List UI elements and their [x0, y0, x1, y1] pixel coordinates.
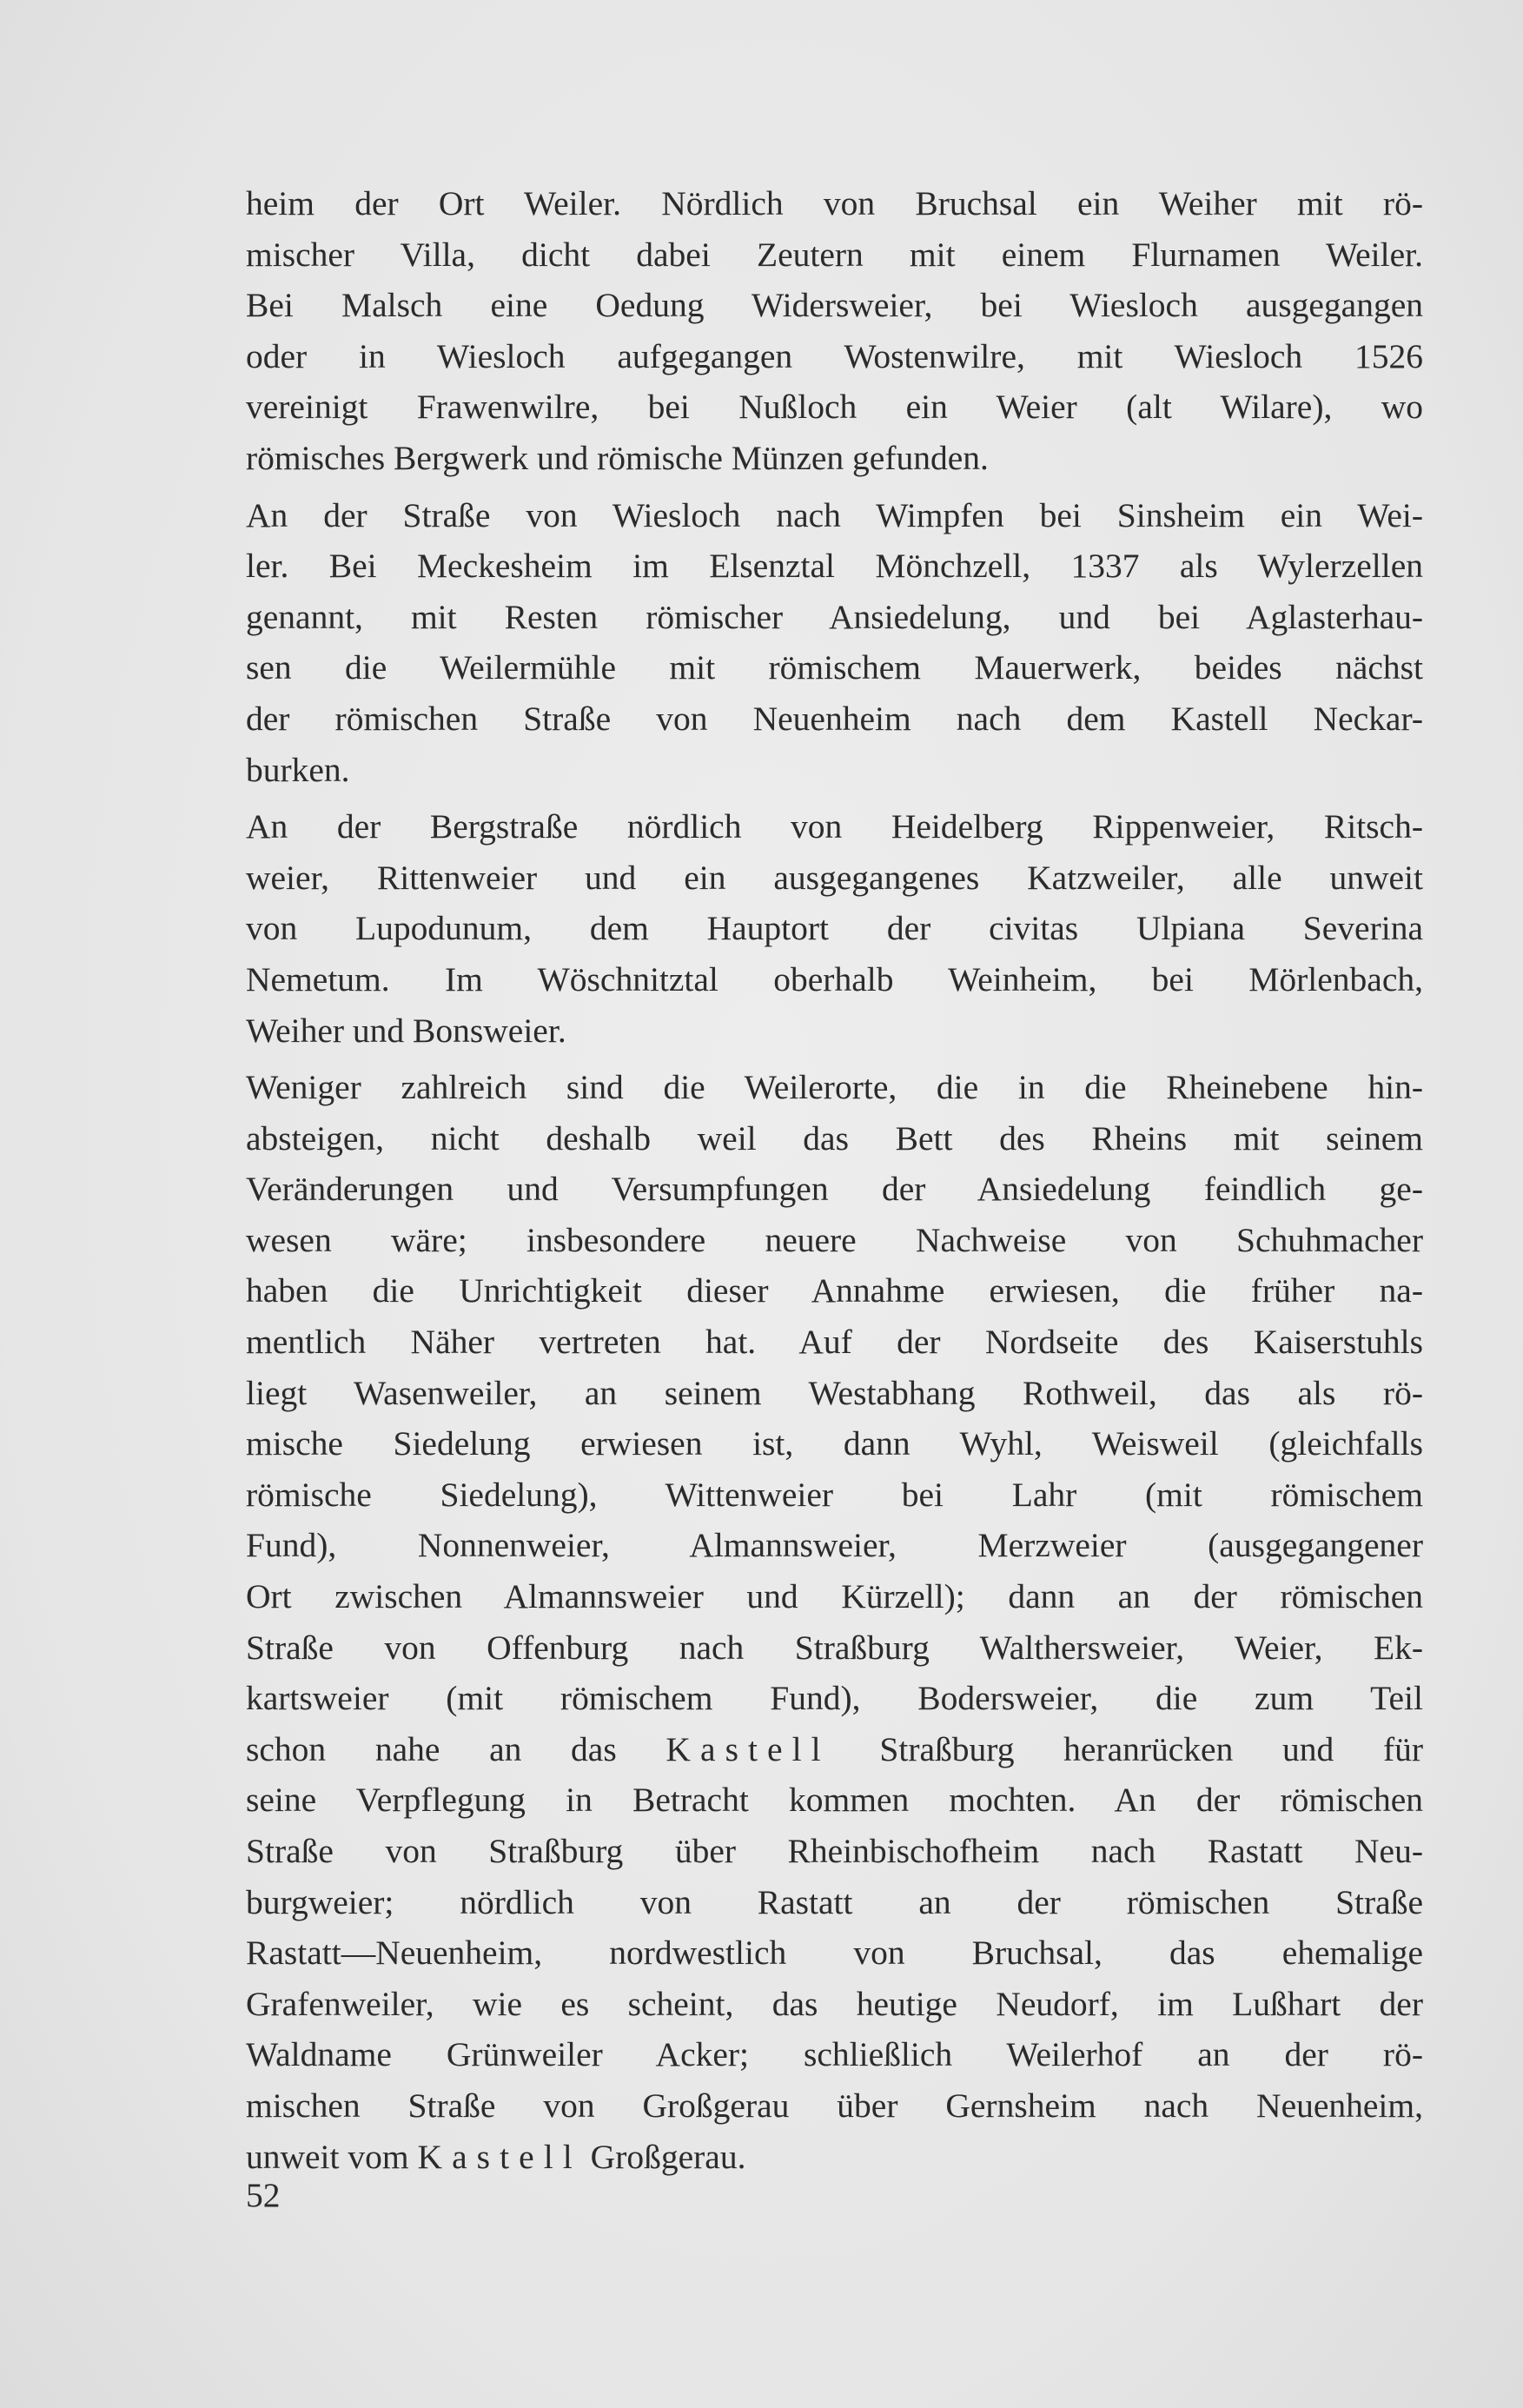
text-line: Weniger zahlreich sind die Weilerorte, die in die Rheinebene hin- — [246, 1068, 1423, 1107]
spaced-emphasis: Kastell — [665, 1729, 831, 1768]
text-line: absteigen, nicht deshalb weil das Bett des Rheins mit seinem — [246, 1118, 1423, 1158]
text-line: Straße von Straßburg über Rheinbischofheim nach Rastatt Neu- — [246, 1832, 1423, 1870]
text-line: liegt Wasenweiler, an seinem Westabhang Rothweil, das als rö- — [246, 1373, 1423, 1412]
text-line: Straße von Offenburg nach Straßburg Walthersweier, Weier, Ek- — [246, 1628, 1423, 1667]
text-line: schon nahe an das Kastell Straßburg heranrücken und für — [246, 1729, 1423, 1768]
spaced-emphasis: Kastell — [417, 2137, 582, 2176]
text-line: seine Verpflegung in Betracht kommen mochten. An der römischen — [246, 1781, 1423, 1820]
text-line: oder in Wiesloch aufgegangen Wostenwilre, mit Wiesloch 1526 — [246, 336, 1423, 375]
text-line: römisches Bergwerk und römische Münzen gefunden. — [246, 438, 989, 477]
text-line: von Lupodunum, dem Hauptort der civitas Ulpiana Severina — [246, 909, 1423, 948]
paragraph — [246, 801, 1423, 1056]
text-line: römische Siedelung), Wittenweier bei Lahr (mit römischem — [246, 1475, 1423, 1514]
paragraph-gap — [246, 484, 1423, 490]
text-line: vereinigt Frawenwilre, bei Nußloch ein Weier (alt Wilare), wo — [246, 388, 1423, 427]
text-line: haben die Unrichtigkeit dieser Annahme erwiesen, die früher na- — [246, 1271, 1423, 1310]
text-line: heim der Ort Weiler. Nördlich von Bruchsal ein Weiher mit rö- — [246, 184, 1423, 222]
text-line: wesen wäre; insbesondere neuere Nachweise von Schuhmacher — [246, 1220, 1423, 1259]
text-line: ler. Bei Meckesheim im Elsenztal Mönchzell, 1337 als Wylerzellen — [246, 547, 1423, 586]
text-line: Veränderungen und Versumpfungen der Ansiedelung feindlich ge- — [246, 1170, 1423, 1209]
text-line: Weiher und Bonsweier. — [246, 1011, 566, 1050]
text-line: Waldname Grünweiler Acker; schließlich Weilerhof an der rö- — [246, 2035, 1423, 2074]
text-line: unweit vom Kastell Großgerau. — [246, 2137, 746, 2176]
paragraph — [246, 490, 1423, 796]
text-line: Bei Malsch eine Oedung Widersweier, bei Wiesloch ausgegangen — [246, 286, 1423, 325]
text-line: sen die Weilermühle mit römischem Mauerwerk, beides nächst — [246, 648, 1423, 687]
text-line: Nemetum. Im Wöschnitztal oberhalb Weinheim, bei Mörlenbach, — [246, 959, 1423, 998]
text-line: mischen Straße von Großgerau über Gernsheim nach Neuenheim, — [246, 2086, 1423, 2125]
paragraph — [246, 178, 1423, 484]
text-line: Ort zwischen Almannsweier und Kürzell); dann an der römischen — [246, 1577, 1423, 1616]
paragraph — [246, 1062, 1423, 2182]
paragraph-gap — [246, 1056, 1423, 1062]
text-line: burken. — [246, 750, 350, 789]
text-line: Fund), Nonnenweier, Almannsweier, Merzweier (ausgegangener — [246, 1526, 1423, 1565]
text-line: Grafenweiler, wie es scheint, das heutige Neudorf, im Lußhart der — [246, 1984, 1423, 2023]
text-line: mischer Villa, dicht dabei Zeutern mit einem Flurnamen Weiler. — [246, 235, 1423, 274]
text-line: genannt, mit Resten römischer Ansiedelung, und bei Aglasterhau- — [246, 597, 1423, 636]
text-line: burgweier; nördlich von Rastatt an der römischen Straße — [246, 1882, 1423, 1921]
body-text — [246, 178, 1423, 2182]
paragraph-gap — [246, 795, 1423, 801]
text-line: mische Siedelung erwiesen ist, dann Wyhl, Weisweil (gleichfalls — [246, 1424, 1423, 1463]
text-line: weier, Rittenweier und ein ausgegangenes Katzweiler, alle unweit — [246, 858, 1423, 897]
text-line: kartsweier (mit römischem Fund), Bodersweier, die zum Teil — [246, 1679, 1423, 1718]
text-line: der römischen Straße von Neuenheim nach dem Kastell Neckar- — [246, 699, 1423, 738]
text-line: An der Straße von Wiesloch nach Wimpfen bei Sinsheim ein Wei- — [246, 495, 1423, 534]
page-number: 52 — [246, 2176, 281, 2214]
text-line: An der Bergstraße nördlich von Heidelberg Rippenweier, Ritsch- — [246, 807, 1423, 846]
text-line: Rastatt—Neuenheim, nordwestlich von Bruchsal, das ehemalige — [246, 1934, 1423, 1973]
text-line: mentlich Näher vertreten hat. Auf der Nordseite des Kaiserstuhls — [246, 1323, 1423, 1362]
